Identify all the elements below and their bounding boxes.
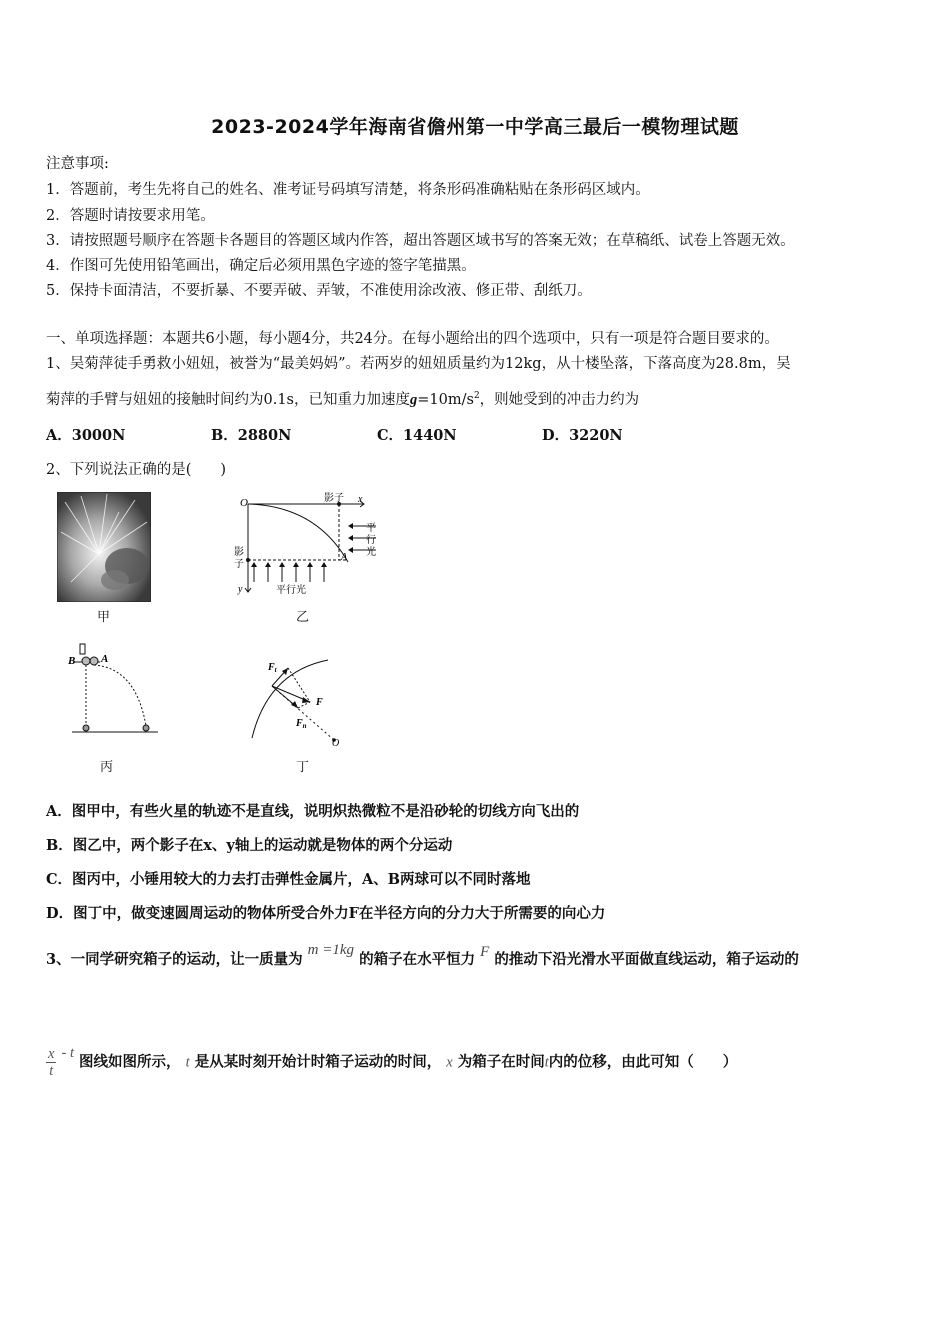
- q1-option-a[interactable]: A．3000N: [46, 427, 126, 444]
- figure-yi-diagram: [226, 492, 386, 602]
- q2-option-c[interactable]: C．图丙中，小锤用较大的力去打击弹性金属片，A、B两球可以不同时落地: [46, 871, 531, 888]
- bing-label-b: B: [68, 655, 76, 667]
- yi-parallel-right-1: 平: [366, 523, 376, 534]
- q1-stem-line2: [46, 388, 639, 409]
- q3-t-symbol: t: [185, 1054, 190, 1071]
- yi-y-axis-label: y: [238, 584, 243, 595]
- yi-shadow-top-label: 影子: [324, 493, 344, 504]
- q3-fraction-den: t: [49, 1063, 54, 1079]
- q1-option-b[interactable]: B．2880N: [211, 427, 292, 444]
- q3-stem-line1: [46, 942, 799, 969]
- q3-fraction-num: x: [48, 1046, 55, 1062]
- q3-text-g: 内的位移，由此可知（ ）: [548, 1053, 738, 1071]
- notice-item: 5．保持卡面清洁，不要折暴、不要弄破、弄皱，不准使用涂改液、修正带、刮纸刀。: [46, 283, 592, 299]
- ding-label-o: O: [332, 738, 340, 748]
- q3-text-a: 3、一同学研究箱子的运动，让一质量为: [46, 951, 303, 968]
- bing-label-a: A: [101, 653, 109, 665]
- q3-stem-line2: [46, 1046, 737, 1079]
- yi-point-a-label: A: [341, 552, 348, 563]
- caption-jia: 甲: [97, 610, 111, 625]
- q3-force: F: [480, 944, 490, 960]
- q3-mass: m =1kg: [307, 942, 355, 958]
- figure-jia-photo: [57, 492, 151, 602]
- yi-parallel-right-2: 行: [366, 535, 376, 546]
- q1-g-value: =10m/s: [417, 392, 474, 408]
- q3-t2-symbol: t: [544, 1054, 549, 1071]
- ding-label-f: F: [316, 697, 323, 708]
- q3-text-b: 的箱子在水平恒力: [359, 951, 476, 968]
- g-symbol: g: [410, 392, 418, 408]
- q1-option-d[interactable]: D．3220N: [542, 427, 623, 444]
- q1-text-end: ，则她受到的冲击力约为: [479, 392, 640, 408]
- q1-stem-line1: 1、吴菊萍徒手勇救小妞妞，被誉为“最美妈妈”。若两岁的妞妞质量约为12kg，从十楼坠落，下落高度为28.8m，吴: [46, 356, 791, 372]
- yi-parallel-bottom-label: 平行光: [276, 585, 306, 596]
- caption-bing: 丙: [100, 760, 114, 775]
- figure-ding-diagram: [238, 652, 358, 748]
- page-title: 2023-2024学年海南省儋州第一中学高三最后一模物理试题: [211, 116, 739, 138]
- notice-item: 1．答题前，考生先将自己的姓名、准考证号码填写清楚，将条形码准确粘贴在条形码区域内。: [46, 182, 650, 198]
- q3-text-c: 的推动下沿光滑水平面做直线运动，箱子运动的: [494, 951, 799, 968]
- yi-shadow-left-2: 子: [234, 559, 244, 570]
- ding-label-fn: $F_n$: [296, 718, 307, 730]
- caption-yi: 乙: [296, 610, 310, 625]
- yi-shadow-left-1: 影: [234, 547, 244, 558]
- q1-text: 菊萍的手臂与妞妞的接触时间约为0.1s，已知重力加速度: [46, 392, 410, 408]
- figure-bing-diagram: [64, 638, 164, 738]
- q3-text-e: 是从某时刻开始计时箱子运动的时间，: [194, 1053, 442, 1071]
- q3-x-symbol: x: [446, 1054, 453, 1071]
- q3-text-d: 图线如图所示，: [79, 1053, 181, 1071]
- q2-option-d[interactable]: D．图丁中，做变速圆周运动的物体所受合外力F在半径方向的分力大于所需要的向心力: [46, 905, 606, 922]
- notice-item: 4．作图可先使用铅笔画出，确定后必须用黑色字迹的签字笔描黑。: [46, 258, 476, 274]
- notice-heading: 注意事项:: [46, 156, 109, 172]
- q3-dash-t: - t: [61, 1044, 74, 1061]
- q2-option-a[interactable]: A．图甲中，有些火星的轨迹不是直线，说明炽热微粒不是沿砂轮的切线方向飞出的: [46, 803, 580, 820]
- q2-option-b[interactable]: B．图乙中，两个影子在x、y轴上的运动就是物体的两个分运动: [46, 837, 453, 854]
- yi-origin-label: O: [240, 497, 248, 509]
- yi-parallel-right-3: 光: [366, 547, 376, 558]
- section-heading: 一、单项选择题：本题共6小题，每小题4分，共24分。在每小题给出的四个选项中，只有一项是符合题目要求的。: [46, 331, 779, 347]
- notice-item: 3．请按照题号顺序在答题卡各题目的答题区域内作答，超出答题区域书写的答案无效；在草稿纸、试卷上答题无效。: [46, 233, 795, 249]
- q3-text-f: 为箱子在时间: [457, 1053, 545, 1071]
- notice-item: 2．答题时请按要求用笔。: [46, 208, 215, 224]
- q1-option-c[interactable]: C．1440N: [377, 427, 457, 444]
- caption-ding: 丁: [296, 760, 310, 775]
- yi-x-axis-label: x: [358, 494, 363, 505]
- q1-sup: 2: [473, 391, 480, 402]
- ding-label-ft: $F_t$: [268, 662, 277, 674]
- q2-stem: 2、下列说法正确的是( ): [46, 462, 227, 478]
- q3-fraction: [46, 1046, 56, 1079]
